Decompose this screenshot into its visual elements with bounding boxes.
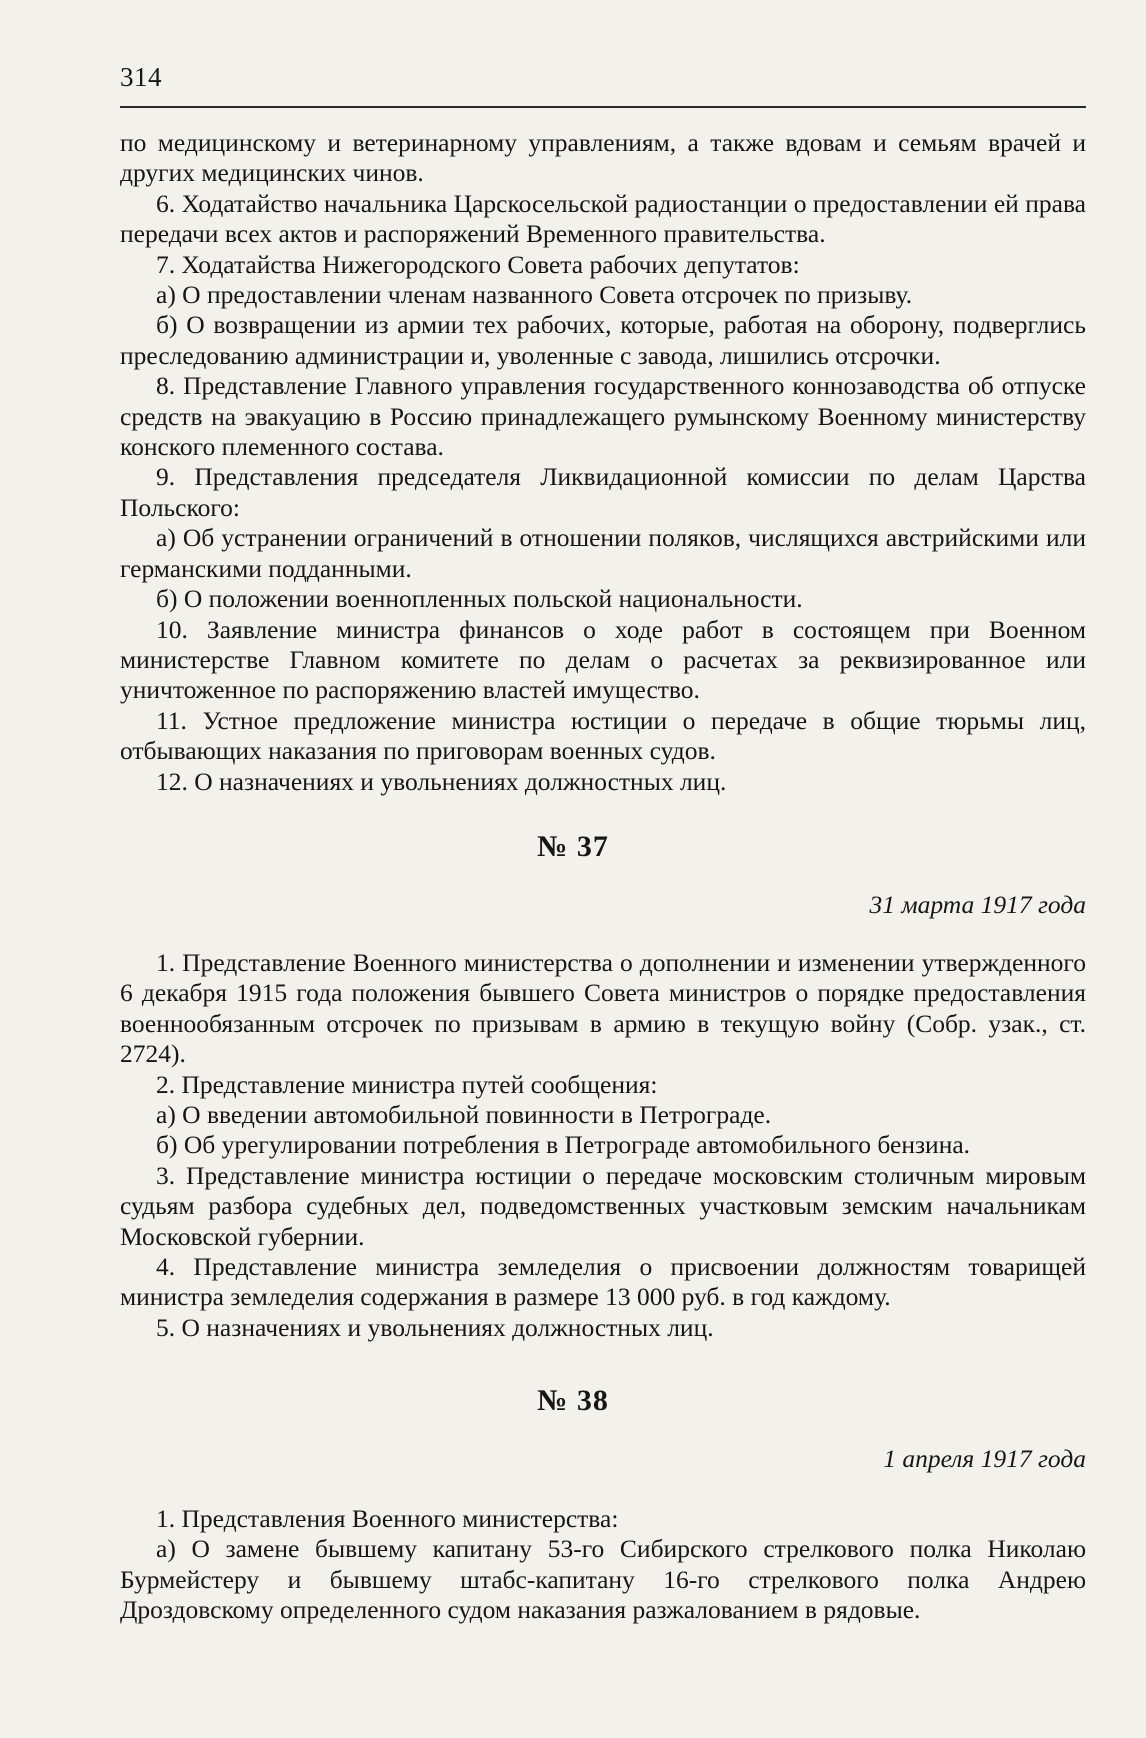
paragraph: 10. Заявление министра финансов о ходе работ в состоящем при Военном министерстве Главном комитете по делам о расчетах за реквизированное или уничтоженное по распоряжению властей имущество. [120, 614, 1086, 705]
paragraph: 2. Представление министра путей сообщения: [156, 1069, 658, 1099]
document-37-heading: № 37 [537, 830, 609, 863]
document-37-date: 31 марта 1917 года [869, 890, 1086, 919]
paragraph: 8. Представление Главного управления государственного коннозаводства об отпуске средств на эвакуацию в Россию принадлежащего румынскому Военному министерству конского племенного состава. [120, 371, 1086, 462]
paragraph: а) О замене бывшему капитану 53-го Сибирского стрелкового полка Николаю Бурмейстеру и бывшему штабс-капитану 16-го стрелкового полка Андрею Дроздовскому определенного судом наказания разжалованием в рядовые. [120, 1534, 1086, 1625]
paragraph: 4. Представление министра земледелия о присвоении должностям товарищей министра земледелия содержания в размере 13 000 руб. в год каждому. [120, 1252, 1086, 1312]
header-rule [120, 106, 1086, 108]
paragraph: по медицинскому и ветеринарному управлениям, а также вдовам и семьям врачей и других медицинских чинов. [120, 128, 1086, 188]
paragraph: б) Об урегулировании потребления в Петрограде автомобильного бензина. [156, 1130, 971, 1160]
document-38-text [120, 1504, 1086, 1626]
paragraph: б) О положении военнопленных польской национальности. [156, 584, 803, 614]
document-38-heading: № 38 [537, 1384, 609, 1417]
document-38-date: 1 апреля 1917 года [883, 1444, 1086, 1473]
paragraph: 7. Ходатайства Нижегородского Совета рабочих депутатов: [156, 249, 800, 279]
paragraph: а) Об устранении ограничений в отношении поляков, числящихся австрийскими или германскими подданными. [120, 523, 1086, 583]
paragraph: 11. Устное предложение министра юстиции о передаче в общие тюрьмы лиц, отбывающих наказания по приговорам военных судов. [120, 705, 1086, 766]
paragraph: а) О введении автомобильной повинности в Петрограде. [156, 1100, 772, 1130]
paragraph: 1. Представление Военного министерства о дополнении и изменении утвержденного 6 декабря 1915 года положения бывшего Совета министров о порядке предоставления военнообязанным отсрочек по призывам в армию в текущую войну (Собр. узак., ст. 2724). [120, 948, 1086, 1069]
paragraph: 6. Ходатайство начальника Царскосельской радиостанции о предоставлении ей права передачи всех актов и распоряжений Временного правительства. [120, 188, 1086, 249]
paragraph: 5. О назначениях и увольнениях должностных лиц. [156, 1312, 714, 1342]
paragraph: 3. Представление министра юстиции о передаче московским столичным мировым судьям разбора судебных дел, подведомственных участковым земским начальникам Московской губернии. [120, 1160, 1086, 1251]
document-37-text [120, 948, 1086, 1343]
paragraph: а) О предоставлении членам названного Совета отсрочек по призыву. [156, 280, 913, 310]
paragraph: б) О возвращении из армии тех рабочих, которые, работая на оборону, подверглись преследованию администрации и, уволенные с завода, лишились отсрочки. [120, 310, 1086, 370]
paragraph: 9. Представления председателя Ликвидационной комиссии по делам Царства Польского: [120, 462, 1086, 522]
page-number: 314 [120, 62, 162, 92]
section-1-text [120, 128, 1086, 797]
paragraph: 1. Представления Военного министерства: [156, 1504, 619, 1533]
paragraph: 12. О назначениях и увольнениях должностных лиц. [156, 766, 727, 796]
